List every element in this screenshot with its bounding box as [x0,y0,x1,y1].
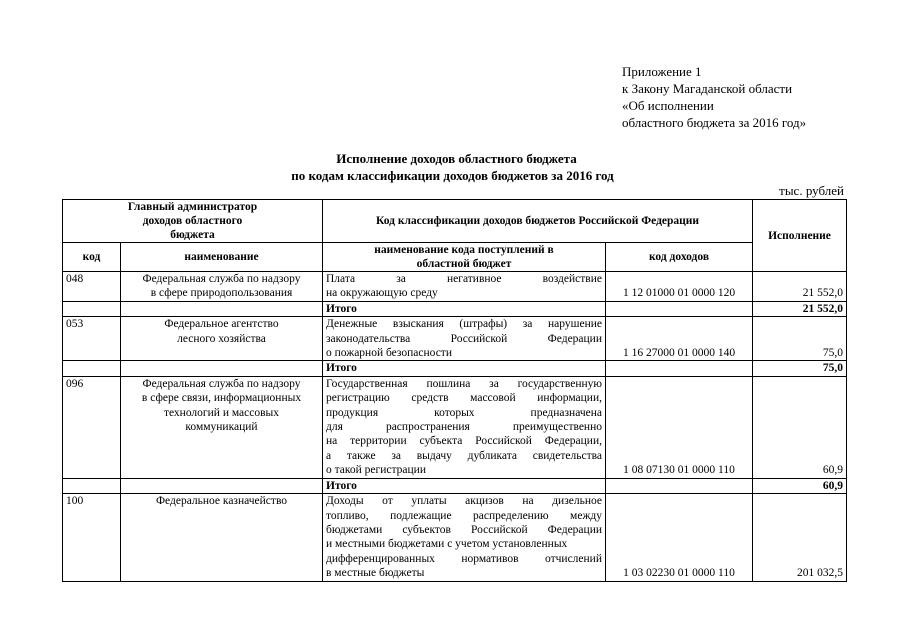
header-classification: Код классификации доходов бюджетов Российской Федерации [323,200,753,243]
desc-line: на территории субъекта Российской Федерации, [326,435,602,448]
desc-line: и местными бюджетами с учетом установленных [326,538,568,551]
total-empty-cell [63,478,121,493]
row-income-code: 1 08 07130 01 0000 110 [606,376,753,478]
appendix-line: «Об исполнении [622,98,714,113]
admin-line: Федеральное казначейство [155,495,288,508]
total-amount: 60,9 [753,478,847,493]
total-empty-cell [121,478,323,493]
row-income-code: 1 16 27000 01 0000 140 [606,317,753,361]
row-kod: 100 [63,494,121,581]
appendix-line: областного бюджета за 2016 год» [622,115,807,130]
desc-line: регистрацию средств массовой информации, [326,392,602,405]
header-receipt-name: наименование кода поступлений в областной бюджет [323,243,606,272]
total-row [63,361,847,376]
row-kod: 048 [63,272,121,302]
total-empty-cell [63,361,121,376]
row-amount: 201 032,5 [753,494,847,581]
total-empty-cell [606,361,753,376]
table-row [63,376,847,478]
row-kod: 053 [63,317,121,361]
admin-line: Федеральное агентство [164,318,279,331]
table-row [63,317,847,361]
total-empty-cell [121,301,323,316]
desc-line: Доходы от уплаты акцизов на дизельное [326,495,602,508]
total-empty-cell [606,301,753,316]
total-empty-cell [121,361,323,376]
admin-line: Федеральная служба по надзору [142,273,301,285]
row-kod: 096 [63,376,121,478]
header-income-code: код доходов [606,243,753,272]
row-description [323,376,606,478]
total-empty-cell [606,478,753,493]
row-amount: 21 552,0 [753,272,847,302]
document-title-line2: по кодам классификации доходов бюджетов за 2016 год [291,168,614,183]
admin-line: в сфере природопользования [150,287,293,300]
appendix-line: Приложение 1 [622,64,702,79]
desc-line: продукция которых предназначена [326,406,602,419]
table-subheader-row [63,243,847,272]
appendix-note [622,63,806,131]
desc-line: о пожарной безопасности [326,347,452,360]
table-row [63,494,847,581]
desc-line: Денежные взыскания (штрафы) за нарушение [326,318,602,331]
row-income-code: 1 03 02230 01 0000 110 [606,494,753,581]
total-row [63,301,847,316]
table-header-row [63,200,847,243]
desc-line: для распространения преимущественно [326,421,602,434]
desc-line: в местные бюджеты [326,567,425,580]
desc-line: на окружающую среду [326,287,438,300]
row-income-code: 1 12 01000 01 0000 120 [606,272,753,302]
admin-line: коммуникаций [185,421,258,434]
appendix-line: к Закону Магаданской области [622,81,793,96]
total-label: Итого [323,301,606,316]
desc-line: Плата за негативное воздействие [326,273,602,285]
units-label: тыс. рублей [779,183,844,198]
row-admin [121,376,323,478]
row-description [323,272,606,302]
header-execution: Исполнение [753,200,847,272]
income-table [62,199,847,582]
total-label: Итого [323,478,606,493]
header-kod: код [63,243,121,272]
total-empty-cell [63,301,121,316]
desc-line: а также за выдачу дубликата свидетельства [326,449,602,462]
admin-line: лесного хозяйства [177,332,266,345]
admin-line: технологий и массовых [163,406,280,419]
row-admin [121,494,323,581]
total-row [63,478,847,493]
desc-line: законодательства Российской Федерации [326,332,602,345]
desc-line: дифференцированных нормативов отчислений [326,552,602,565]
table-row [63,272,847,302]
row-amount: 60,9 [753,376,847,478]
desc-line: о такой регистрации [326,464,426,477]
desc-line: бюджетами субъектов Российской Федерации [326,523,602,536]
row-amount: 75,0 [753,317,847,361]
desc-line: Государственная пошлина за государственную [326,377,602,390]
desc-line: топливо, подлежащие распределению между [326,509,602,522]
header-main-admin: Главный администратор доходов областного бюджета [63,200,323,243]
row-admin [121,272,323,302]
total-label: Итого [323,361,606,376]
total-amount: 21 552,0 [753,301,847,316]
document-title-line1: Исполнение доходов областного бюджета [336,151,577,166]
row-description [323,317,606,361]
admin-line: Федеральная служба по надзору [142,377,301,390]
total-amount: 75,0 [753,361,847,376]
header-name: наименование [121,243,323,272]
admin-line: в сфере связи, информационных [141,392,302,405]
row-description [323,494,606,581]
row-admin [121,317,323,361]
